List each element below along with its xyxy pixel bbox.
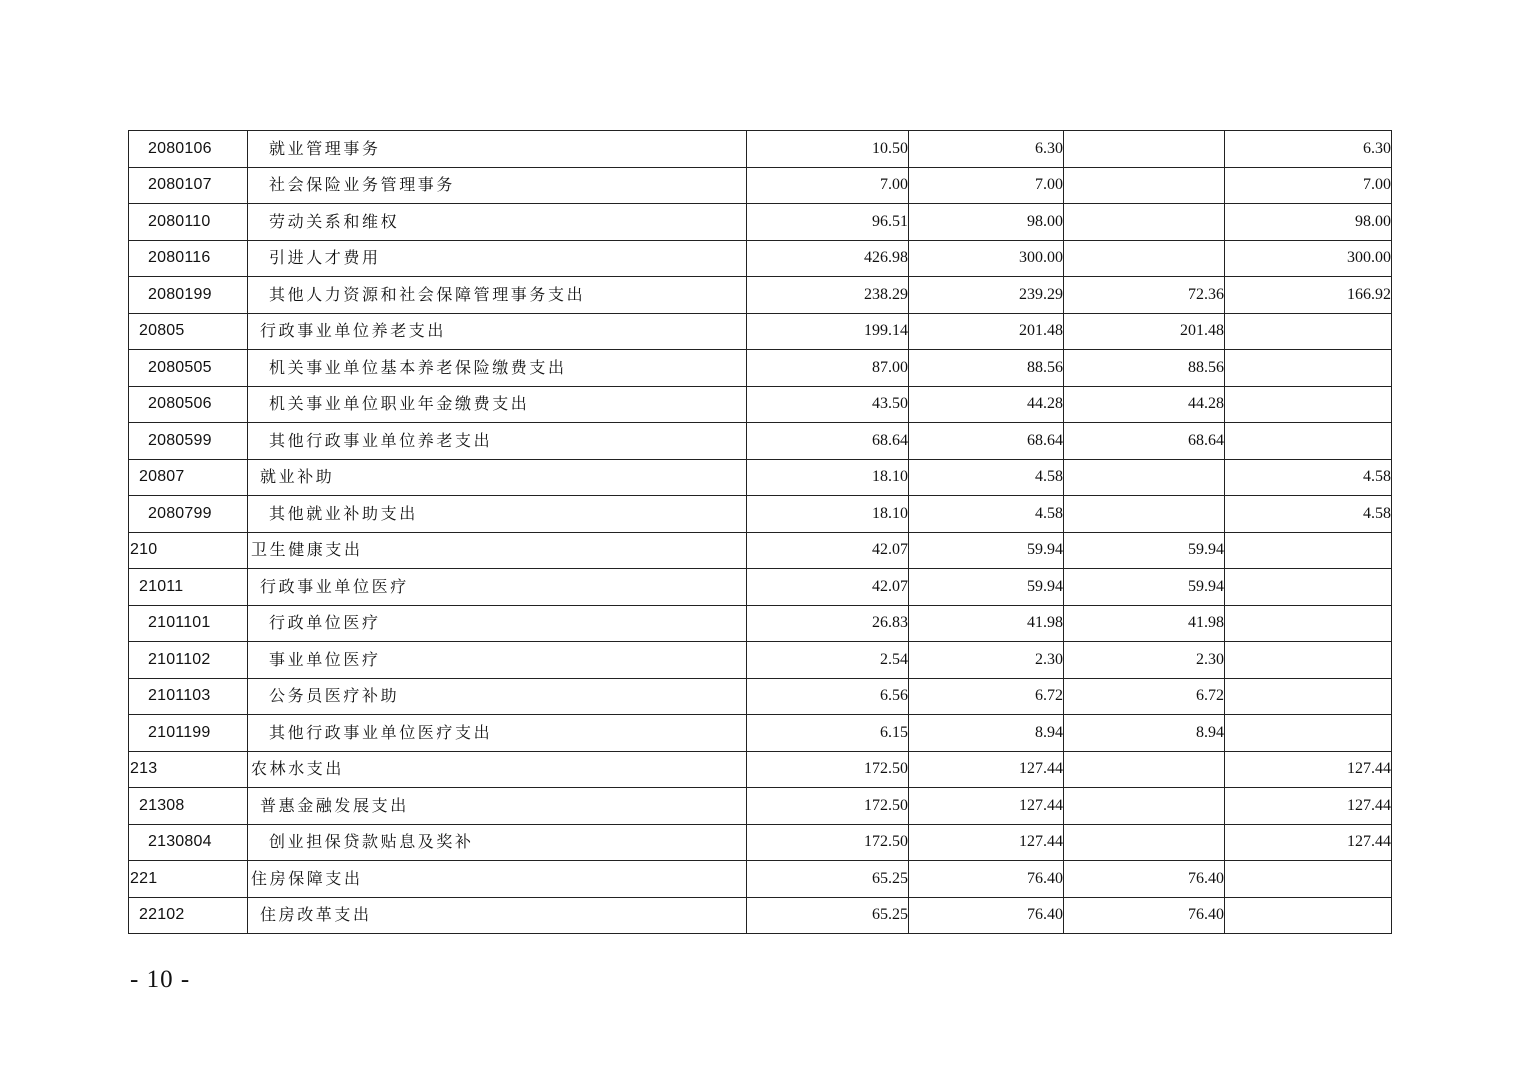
table-row <box>129 496 1392 533</box>
amount-cell-col4 <box>1225 605 1392 642</box>
table-row <box>129 240 1392 277</box>
amount-cell-col3 <box>1064 496 1225 533</box>
subject-code-cell: 21011 <box>129 569 248 606</box>
subject-name-cell: 行政事业单位医疗 <box>248 569 747 606</box>
amount-cell-col3 <box>1064 824 1225 861</box>
amount-cell-col3 <box>1064 131 1225 168</box>
budget-table-body <box>129 131 1392 934</box>
amount-cell-col3: 76.40 <box>1064 897 1225 934</box>
amount-cell-col4: 98.00 <box>1225 204 1392 241</box>
amount-cell-col1: 42.07 <box>747 532 909 569</box>
amount-cell-col4 <box>1225 386 1392 423</box>
amount-cell-col1: 87.00 <box>747 350 909 387</box>
amount-cell-col1: 42.07 <box>747 569 909 606</box>
amount-cell-col1: 172.50 <box>747 751 909 788</box>
table-row <box>129 131 1392 168</box>
subject-name-cell: 引进人才费用 <box>248 240 747 277</box>
amount-cell-col4: 6.30 <box>1225 131 1392 168</box>
table-row <box>129 459 1392 496</box>
subject-code-cell: 2101103 <box>129 678 248 715</box>
subject-code-cell: 20807 <box>129 459 248 496</box>
subject-code-cell: 2080599 <box>129 423 248 460</box>
table-row <box>129 313 1392 350</box>
amount-cell-col2: 127.44 <box>909 788 1064 825</box>
amount-cell-col2: 4.58 <box>909 496 1064 533</box>
subject-code-cell: 21308 <box>129 788 248 825</box>
subject-code-cell: 2080106 <box>129 131 248 168</box>
amount-cell-col2: 41.98 <box>909 605 1064 642</box>
subject-name-cell: 卫生健康支出 <box>248 532 747 569</box>
amount-cell-col3: 59.94 <box>1064 532 1225 569</box>
budget-table <box>128 130 1392 934</box>
subject-code-cell: 20805 <box>129 313 248 350</box>
subject-code-cell: 22102 <box>129 897 248 934</box>
amount-cell-col1: 18.10 <box>747 496 909 533</box>
amount-cell-col2: 59.94 <box>909 532 1064 569</box>
amount-cell-col1: 238.29 <box>747 277 909 314</box>
amount-cell-col2: 300.00 <box>909 240 1064 277</box>
subject-name-cell: 农林水支出 <box>248 751 747 788</box>
subject-name-cell: 其他就业补助支出 <box>248 496 747 533</box>
amount-cell-col3: 88.56 <box>1064 350 1225 387</box>
amount-cell-col1: 199.14 <box>747 313 909 350</box>
amount-cell-col4: 166.92 <box>1225 277 1392 314</box>
subject-code-cell: 2080116 <box>129 240 248 277</box>
table-row <box>129 204 1392 241</box>
amount-cell-col4 <box>1225 642 1392 679</box>
amount-cell-col3 <box>1064 240 1225 277</box>
table-row <box>129 824 1392 861</box>
subject-name-cell: 其他行政事业单位养老支出 <box>248 423 747 460</box>
amount-cell-col2: 127.44 <box>909 751 1064 788</box>
table-row <box>129 678 1392 715</box>
amount-cell-col1: 2.54 <box>747 642 909 679</box>
amount-cell-col1: 6.56 <box>747 678 909 715</box>
amount-cell-col4: 127.44 <box>1225 788 1392 825</box>
amount-cell-col4 <box>1225 423 1392 460</box>
subject-name-cell: 行政单位医疗 <box>248 605 747 642</box>
amount-cell-col1: 65.25 <box>747 897 909 934</box>
amount-cell-col2: 239.29 <box>909 277 1064 314</box>
subject-name-cell: 劳动关系和维权 <box>248 204 747 241</box>
subject-code-cell: 2080505 <box>129 350 248 387</box>
subject-code-cell: 2101101 <box>129 605 248 642</box>
subject-name-cell: 机关事业单位基本养老保险缴费支出 <box>248 350 747 387</box>
table-row <box>129 897 1392 934</box>
subject-code-cell: 213 <box>129 751 248 788</box>
amount-cell-col3: 6.72 <box>1064 678 1225 715</box>
subject-code-cell: 2080506 <box>129 386 248 423</box>
subject-name-cell: 事业单位医疗 <box>248 642 747 679</box>
amount-cell-col1: 10.50 <box>747 131 909 168</box>
amount-cell-col4: 127.44 <box>1225 751 1392 788</box>
subject-code-cell: 221 <box>129 861 248 898</box>
amount-cell-col3: 68.64 <box>1064 423 1225 460</box>
subject-code-cell: 2130804 <box>129 824 248 861</box>
amount-cell-col2: 44.28 <box>909 386 1064 423</box>
amount-cell-col1: 6.15 <box>747 715 909 752</box>
amount-cell-col4 <box>1225 861 1392 898</box>
amount-cell-col3: 59.94 <box>1064 569 1225 606</box>
subject-name-cell: 创业担保贷款贴息及奖补 <box>248 824 747 861</box>
amount-cell-col1: 68.64 <box>747 423 909 460</box>
subject-code-cell: 2080107 <box>129 167 248 204</box>
amount-cell-col4: 7.00 <box>1225 167 1392 204</box>
subject-name-cell: 公务员医疗补助 <box>248 678 747 715</box>
table-row <box>129 386 1392 423</box>
amount-cell-col3: 72.36 <box>1064 277 1225 314</box>
amount-cell-col4 <box>1225 569 1392 606</box>
amount-cell-col4 <box>1225 715 1392 752</box>
amount-cell-col3: 44.28 <box>1064 386 1225 423</box>
subject-code-cell: 2101199 <box>129 715 248 752</box>
table-row <box>129 605 1392 642</box>
amount-cell-col2: 59.94 <box>909 569 1064 606</box>
amount-cell-col2: 4.58 <box>909 459 1064 496</box>
subject-code-cell: 210 <box>129 532 248 569</box>
amount-cell-col4 <box>1225 313 1392 350</box>
amount-cell-col3: 76.40 <box>1064 861 1225 898</box>
amount-cell-col3: 201.48 <box>1064 313 1225 350</box>
amount-cell-col2: 8.94 <box>909 715 1064 752</box>
subject-name-cell: 其他行政事业单位医疗支出 <box>248 715 747 752</box>
amount-cell-col4: 4.58 <box>1225 496 1392 533</box>
amount-cell-col2: 76.40 <box>909 861 1064 898</box>
table-row <box>129 751 1392 788</box>
table-row <box>129 788 1392 825</box>
table-row <box>129 569 1392 606</box>
amount-cell-col4 <box>1225 897 1392 934</box>
amount-cell-col3 <box>1064 167 1225 204</box>
subject-code-cell: 2080799 <box>129 496 248 533</box>
amount-cell-col4: 127.44 <box>1225 824 1392 861</box>
amount-cell-col2: 88.56 <box>909 350 1064 387</box>
table-row <box>129 532 1392 569</box>
amount-cell-col2: 127.44 <box>909 824 1064 861</box>
amount-cell-col4 <box>1225 678 1392 715</box>
subject-name-cell: 普惠金融发展支出 <box>248 788 747 825</box>
amount-cell-col1: 26.83 <box>747 605 909 642</box>
table-row <box>129 861 1392 898</box>
amount-cell-col1: 18.10 <box>747 459 909 496</box>
amount-cell-col1: 65.25 <box>747 861 909 898</box>
amount-cell-col3 <box>1064 204 1225 241</box>
subject-code-cell: 2101102 <box>129 642 248 679</box>
subject-name-cell: 就业补助 <box>248 459 747 496</box>
amount-cell-col2: 2.30 <box>909 642 1064 679</box>
amount-cell-col2: 76.40 <box>909 897 1064 934</box>
subject-code-cell: 2080199 <box>129 277 248 314</box>
amount-cell-col1: 96.51 <box>747 204 909 241</box>
subject-name-cell: 行政事业单位养老支出 <box>248 313 747 350</box>
amount-cell-col3 <box>1064 751 1225 788</box>
amount-cell-col1: 172.50 <box>747 824 909 861</box>
amount-cell-col1: 7.00 <box>747 167 909 204</box>
amount-cell-col4 <box>1225 532 1392 569</box>
subject-name-cell: 其他人力资源和社会保障管理事务支出 <box>248 277 747 314</box>
table-row <box>129 277 1392 314</box>
subject-name-cell: 机关事业单位职业年金缴费支出 <box>248 386 747 423</box>
table-row <box>129 167 1392 204</box>
table-row <box>129 423 1392 460</box>
amount-cell-col2: 6.72 <box>909 678 1064 715</box>
amount-cell-col4 <box>1225 350 1392 387</box>
amount-cell-col3 <box>1064 459 1225 496</box>
subject-name-cell: 就业管理事务 <box>248 131 747 168</box>
subject-name-cell: 住房改革支出 <box>248 897 747 934</box>
amount-cell-col2: 98.00 <box>909 204 1064 241</box>
amount-cell-col3: 2.30 <box>1064 642 1225 679</box>
subject-name-cell: 社会保险业务管理事务 <box>248 167 747 204</box>
table-row <box>129 642 1392 679</box>
amount-cell-col1: 426.98 <box>747 240 909 277</box>
subject-name-cell: 住房保障支出 <box>248 861 747 898</box>
page-number: - 10 - <box>130 966 191 993</box>
amount-cell-col2: 6.30 <box>909 131 1064 168</box>
table-row <box>129 715 1392 752</box>
amount-cell-col4: 300.00 <box>1225 240 1392 277</box>
amount-cell-col3: 41.98 <box>1064 605 1225 642</box>
subject-code-cell: 2080110 <box>129 204 248 241</box>
amount-cell-col3: 8.94 <box>1064 715 1225 752</box>
amount-cell-col2: 201.48 <box>909 313 1064 350</box>
table-row <box>129 350 1392 387</box>
amount-cell-col4: 4.58 <box>1225 459 1392 496</box>
amount-cell-col1: 172.50 <box>747 788 909 825</box>
amount-cell-col3 <box>1064 788 1225 825</box>
amount-cell-col2: 7.00 <box>909 167 1064 204</box>
amount-cell-col1: 43.50 <box>747 386 909 423</box>
amount-cell-col2: 68.64 <box>909 423 1064 460</box>
